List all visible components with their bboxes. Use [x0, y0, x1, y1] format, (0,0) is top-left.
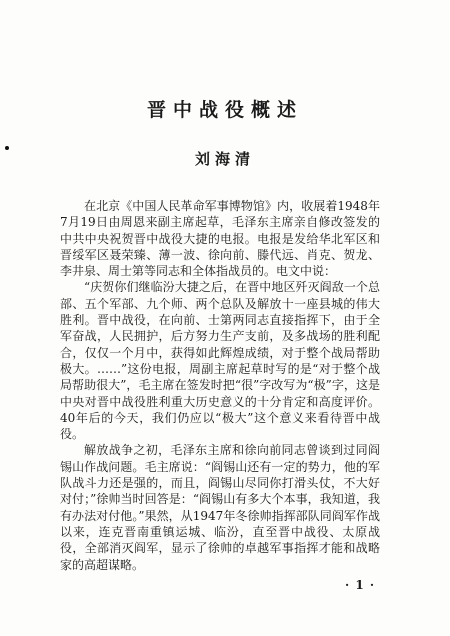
article-title: 晋中战役概述 — [146, 99, 303, 121]
author-name: 刘海清 — [194, 150, 255, 168]
page-number: · 1 · — [345, 578, 376, 592]
paragraph-3: 解放战争之初，毛泽东主席和徐向前同志曾谈到过同阎锡山作战问题。毛主席说：“阎锡山还有一定的势力，他的军队战斗力还是强的，而且，阎锡山尽同你打滑头仗，不大好对付；”徐帅当时回答是：“阎锡山有多大个本事，我知道，我有办法对付他。”果然，从1947年冬徐帅指挥部队同阎军作战以来，连克晋南重镇运城、临汾，直至晋中战役、太原战役，全部消灭阎军，显示了徐帅的卓越军事指挥才能和战略家的高超谋略。 — [60, 443, 380, 572]
article-body — [60, 198, 380, 573]
paragraph-1: 在北京《中国人民革命军事博物馆》内，收展着1948年7月19日由周恩来副主席起草，毛泽东主席亲自修改签发的中共中央祝贺晋中战役大捷的电报。电报是发给华北军区和晋绥军区聂荣臻、薄一波、徐向前、滕代远、肖克、贺龙、李井泉、周士第等同志和全体指战员的。电文中说： — [60, 199, 380, 279]
paragraph-2: “庆贺你们继临汾大捷之后，在晋中地区歼灭阎敌一个总部、五个军部、九个师、两个总队及解放十一座县城的伟大胜利。晋中战役，在向前、士第两同志直接指挥下，由于全军奋战，人民拥护，后方努力生产支前，及多战场的胜利配合，仅仅一个月中，获得如此辉煌成绩，对于整个战局帮助极大。……”这份电报，周副主席起草时写的是“对于整个战局帮助很大”，毛主席在签发时把“很”字改写为“极”字，这是中央对晋中战役胜利重大历史意义的十分肯定和高度评价。40年后的今天，我们仍应以“极大”这个意义来看待晋中战役。 — [60, 280, 380, 442]
